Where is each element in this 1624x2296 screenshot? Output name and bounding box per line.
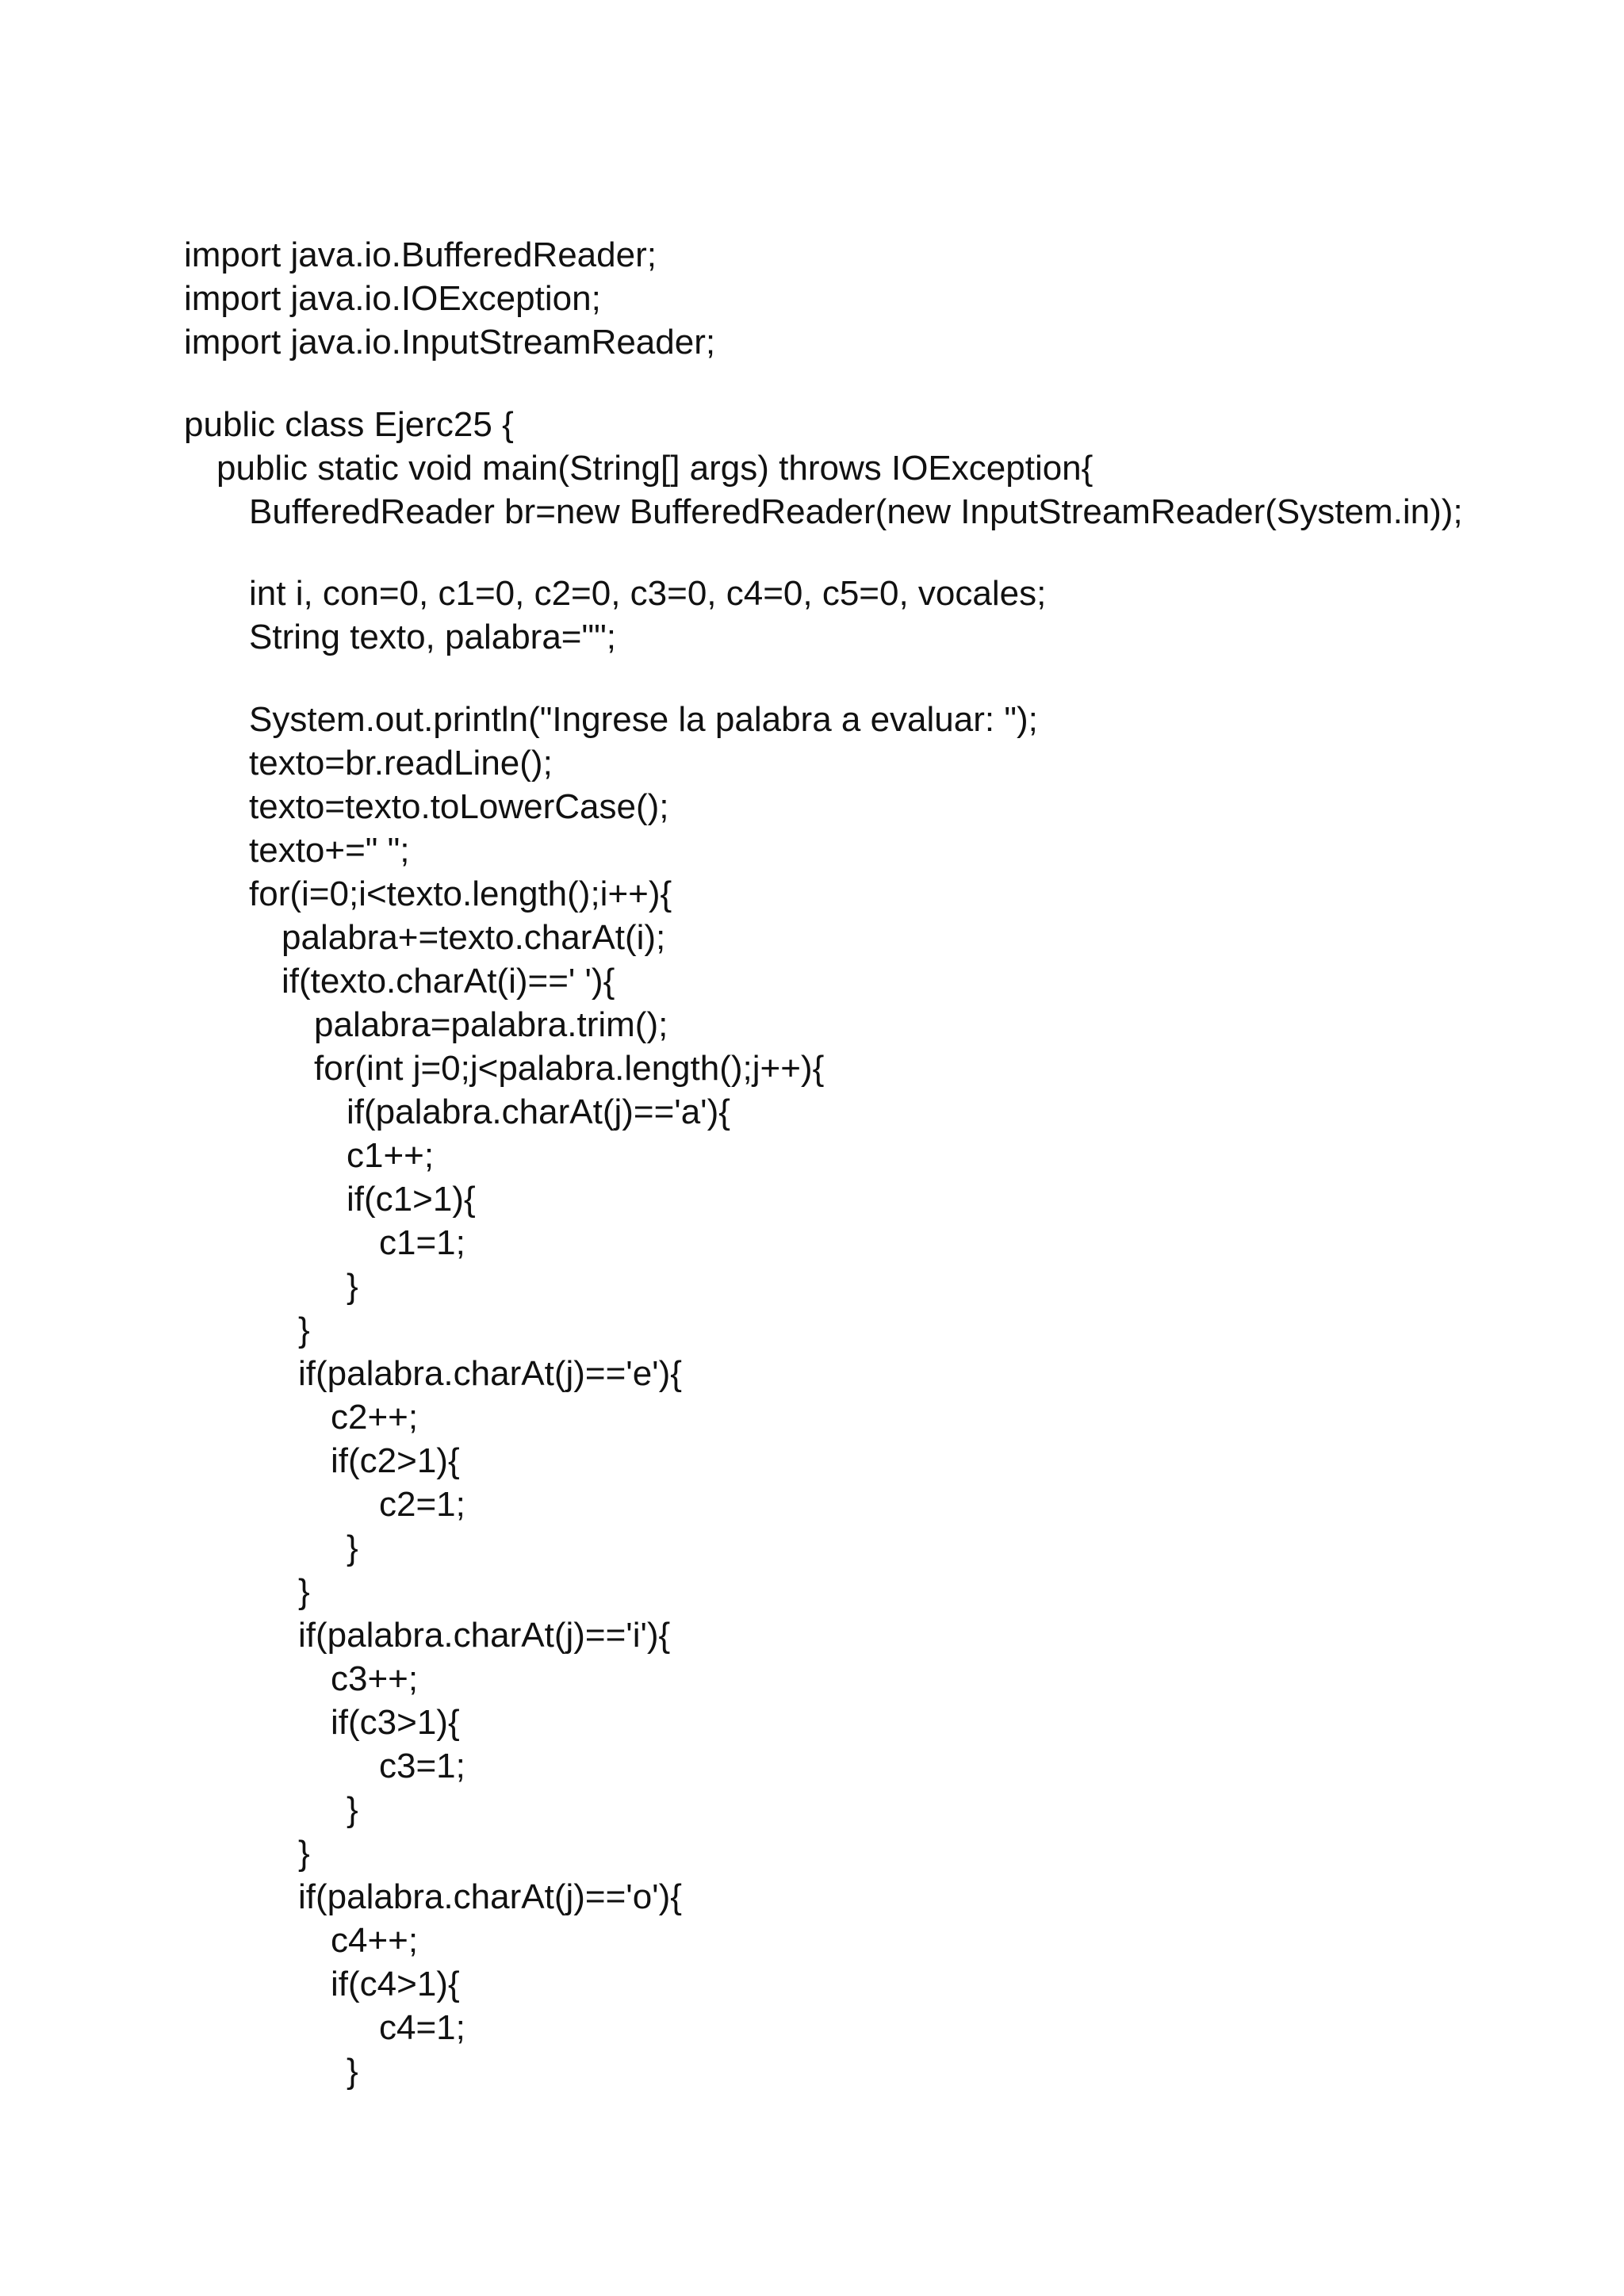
code-line: c2=1;: [379, 1485, 465, 1524]
code-line: }: [298, 1311, 310, 1349]
code-line: }: [347, 1529, 358, 1567]
code-line: if(c3>1){: [331, 1703, 460, 1742]
code-line: if(palabra.charAt(j)=='a'){: [347, 1093, 730, 1131]
code-line: palabra=palabra.trim();: [314, 1005, 668, 1044]
code-line: public class Ejerc25 {: [184, 405, 514, 444]
code-line: if(c1>1){: [347, 1180, 476, 1219]
code-line: }: [298, 1834, 310, 1873]
code-line: }: [347, 1267, 358, 1306]
code-line: for(int j=0;j<palabra.length();j++){: [314, 1049, 825, 1088]
code-line: if(palabra.charAt(j)=='o'){: [298, 1877, 682, 1916]
code-line: c2++;: [331, 1398, 419, 1437]
code-line: texto=br.readLine();: [249, 744, 553, 783]
code-line: String texto, palabra="";: [249, 618, 616, 656]
code-line: c4=1;: [379, 2008, 465, 2047]
code-line: import java.io.InputStreamReader;: [184, 323, 716, 362]
code-line: public static void main(String[] args) throws IOException{: [216, 449, 1094, 488]
code-line: System.out.println("Ingrese la palabra a evaluar: ");: [249, 700, 1038, 739]
code-line: if(palabra.charAt(j)=='e'){: [298, 1354, 682, 1393]
code-line: texto=texto.toLowerCase();: [249, 787, 669, 826]
code-line: int i, con=0, c1=0, c2=0, c3=0, c4=0, c5=0, vocales;: [249, 574, 1047, 613]
code-line: if(palabra.charAt(j)=='i'){: [298, 1616, 671, 1655]
code-line: BufferedReader br=new BufferedReader(new InputStreamReader(System.in));: [249, 492, 1463, 531]
code-line: c4++;: [331, 1921, 419, 1960]
code-line: import java.io.IOException;: [184, 279, 601, 318]
code-line: }: [298, 1572, 310, 1611]
code-line: palabra+=texto.charAt(i);: [282, 918, 666, 957]
code-line: c1++;: [347, 1136, 435, 1175]
code-line: c3=1;: [379, 1747, 465, 1785]
code-line: for(i=0;i<texto.length();i++){: [249, 874, 672, 913]
code-line: if(c2>1){: [331, 1441, 460, 1480]
code-line: c1=1;: [379, 1223, 465, 1262]
code-line: if(c4>1){: [331, 1965, 460, 2003]
code-line: import java.io.BufferedReader;: [184, 235, 657, 274]
code-line: }: [347, 1790, 358, 1829]
code-line: texto+=" ";: [249, 831, 410, 870]
code-line: c3++;: [331, 1659, 419, 1698]
code-line: if(texto.charAt(i)==' '){: [282, 962, 615, 1001]
code-line: }: [347, 2052, 358, 2091]
